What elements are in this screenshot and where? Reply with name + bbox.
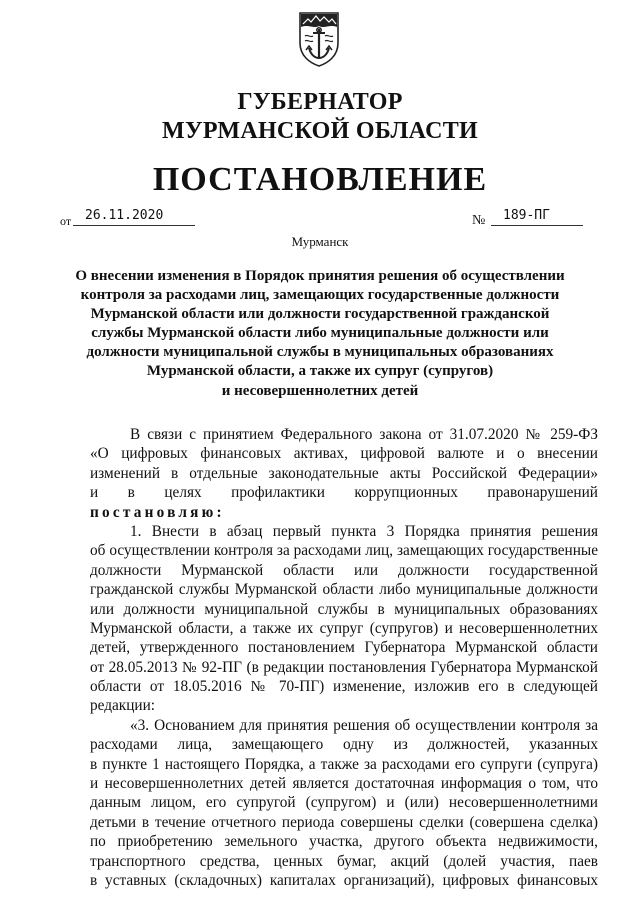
subject-line: О внесении изменения в Порядок принятия решения об осуществлении (75, 268, 565, 284)
body-line: об осуществлении контроля за расходами лиц, замещающих государственные (90, 542, 598, 560)
body-line: 1. Внести в абзац первый пункта 3 Порядка принятия решения (130, 522, 598, 540)
authority-line-2: МУРМАНСКОЙ ОБЛАСТИ (162, 118, 478, 144)
body-line: Мурманской области, а также их супруг (супругов) и несовершеннолетних (90, 619, 598, 637)
body-line: данным лицом, его супругой (супругом) и (или) несовершеннолетними (90, 794, 598, 812)
body-line: в пункте 1 настоящего Порядка, а также за расходами его супруги (супруга) (90, 755, 598, 773)
subject-line: Мурманской области или должности государственной гражданской (90, 306, 550, 323)
body-line: по приобретению земельного участка, другого объекта недвижимости, (90, 833, 598, 851)
number-value: 189-ПГ (491, 207, 583, 226)
authority-line-1: ГУБЕРНАТОР (237, 89, 403, 115)
date-value: 26.11.2020 (73, 207, 195, 226)
city-of-issue: Мурманск (291, 234, 349, 249)
resolution-word: постановляю: (90, 503, 225, 521)
body-line: и несовершеннолетних детей является достаточная информация о том, что (90, 775, 598, 793)
subject-line: Мурманской области, а также их супруг (супругов) (146, 363, 494, 380)
subject-line: должности муниципальной службы в муниципальных образованиях (86, 344, 554, 361)
body-line: изменений в отдельные законодательные акты Российской Федерации» (90, 464, 598, 482)
body-line: области от 18.05.2016 № 70-ПГ) изменение, изложив его в следующей (90, 678, 598, 696)
body-line: редакции: (90, 697, 156, 715)
body-line: детей, утвержденного постановлением Губернатора Мурманской области (90, 639, 598, 657)
subject-line: и несовершеннолетних детей (221, 382, 419, 399)
coat-of-arms-emblem (296, 10, 342, 68)
date-label: от (60, 214, 72, 228)
subject-line: контроля за расходами лиц, замещающих государственные должности (80, 287, 560, 304)
document-body (90, 425, 598, 890)
body-line: в уставных (складочных) капиталах организаций), цифровых финансовых (90, 871, 598, 889)
body-line: детьми в течение отчетного периода совершены сделки (совершена сделка) (90, 813, 598, 831)
body-line: от 28.05.2013 № 92-ПГ (в редакции постановления Губернатора Мурманской (90, 658, 598, 676)
number-label: № (472, 213, 486, 228)
body-line: «О цифровых финансовых активах, цифровой валюте и о внесении (90, 445, 598, 463)
body-line: «3. Основанием для принятия решения об осуществлении контроля за (130, 716, 598, 734)
subject-line: службы Мурманской области либо муниципальные должности или (91, 325, 549, 342)
body-line: В связи с принятием Федерального закона от 31.07.2020 № 259-ФЗ (130, 426, 598, 443)
body-line: и в целях профилактики коррупционных правонарушений (90, 484, 598, 502)
body-line: должности Мурманской области или должности государственной (90, 561, 598, 579)
document-subject (70, 267, 570, 401)
body-line: гражданской службы Мурманской области либо муниципальные должности (90, 581, 598, 599)
document-type-title: ПОСТАНОВЛЕНИЕ (152, 161, 488, 198)
body-line: расходами лица, замещающего одну из должностей, указанных (90, 736, 598, 754)
coat-of-arms-icon (296, 10, 342, 68)
body-line: или должности муниципальной службы в муниципальных образованиях (90, 600, 598, 618)
issuing-authority (0, 88, 640, 146)
body-line: транспортного средства, ценных бумаг, акций (долей участия, паев (90, 852, 598, 870)
